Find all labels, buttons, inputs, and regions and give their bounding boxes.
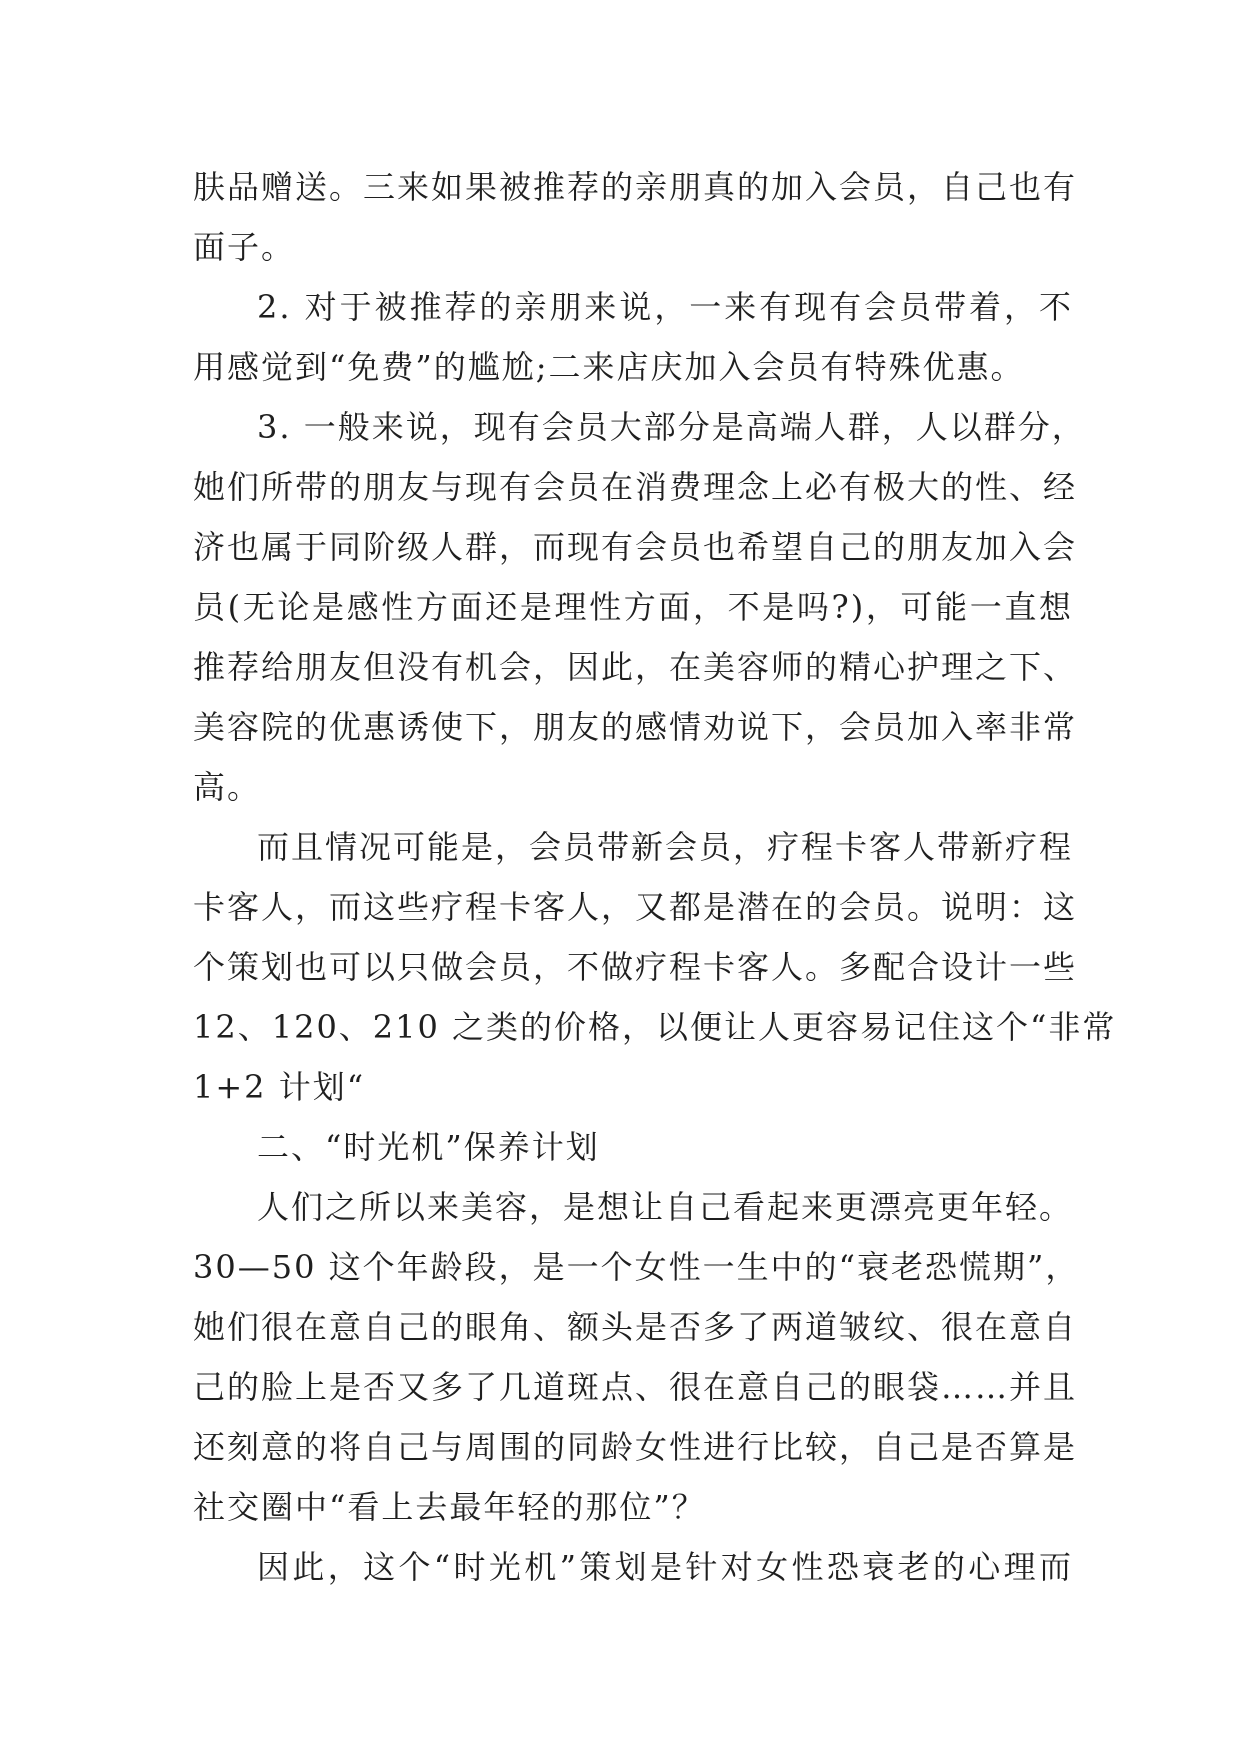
text-line: 推荐给朋友但没有机会，因此，在美容师的精心护理之下、: [193, 648, 1078, 686]
text-line: 1+2 计划“: [193, 1068, 366, 1106]
text-line: 面子。: [193, 228, 296, 266]
text-line: 美容院的优惠诱使下，朋友的感情劝说下，会员加入率非常: [193, 708, 1078, 746]
text-line: 2. 对于被推荐的亲朋来说，一来有现有会员带着，不: [257, 288, 1073, 326]
text-line: 社交圈中“看上去最年轻的那位”？: [193, 1488, 706, 1526]
text-line: 卡客人，而这些疗程卡客人，又都是潜在的会员。说明：这: [193, 888, 1078, 926]
text-line: 3. 一般来说，现有会员大部分是高端人群，人以群分，: [257, 408, 1086, 446]
text-line: 高。: [193, 768, 262, 806]
text-line: 己的脸上是否又多了几道斑点、很在意自己的眼袋……并且: [193, 1368, 1078, 1406]
paragraph: [193, 817, 1117, 1117]
text-line: 用感觉到“免费”的尴尬;二来店庆加入会员有特殊优惠。: [193, 348, 1025, 386]
text-line: 肤品赠送。三来如果被推荐的亲朋真的加入会员，自己也有: [193, 168, 1078, 206]
text-line: 12、120、210 之类的价格，以便让人更容易记住这个“非常: [193, 1008, 1117, 1046]
text-line: 她们所带的朋友与现有会员在消费理念上必有极大的性、经: [193, 468, 1078, 506]
paragraph: [193, 397, 1086, 817]
heading-text: 二、“时光机”保养计划: [257, 1128, 600, 1166]
text-line: 因此，这个“时光机”策划是针对女性恐衰老的心理而: [257, 1548, 1073, 1586]
paragraph: [193, 1177, 1080, 1537]
body-text: [193, 157, 1117, 1597]
paragraph: [193, 277, 1073, 397]
text-line: 个策划也可以只做会员，不做疗程卡客人。多配合设计一些: [193, 948, 1078, 986]
paragraph: [193, 1537, 1073, 1597]
text-line: 她们很在意自己的眼角、额头是否多了两道皱纹、很在意自: [193, 1308, 1078, 1346]
text-line: 还刻意的将自己与周围的同龄女性进行比较，自己是否算是: [193, 1428, 1078, 1466]
text-line: 30—50 这个年龄段，是一个女性一生中的“衰老恐慌期”，: [193, 1248, 1080, 1286]
text-line: 济也属于同阶级人群，而现有会员也希望自己的朋友加入会: [193, 528, 1078, 566]
text-line: 人们之所以来美容，是想让自己看起来更漂亮更年轻。: [257, 1188, 1074, 1226]
text-line: 员(无论是感性方面还是理性方面，不是吗?)，可能一直想: [193, 588, 1073, 626]
text-line: 而且情况可能是，会员带新会员，疗程卡客人带新疗程: [257, 828, 1074, 866]
paragraph: [193, 157, 1078, 277]
section-heading: [193, 1117, 1073, 1177]
